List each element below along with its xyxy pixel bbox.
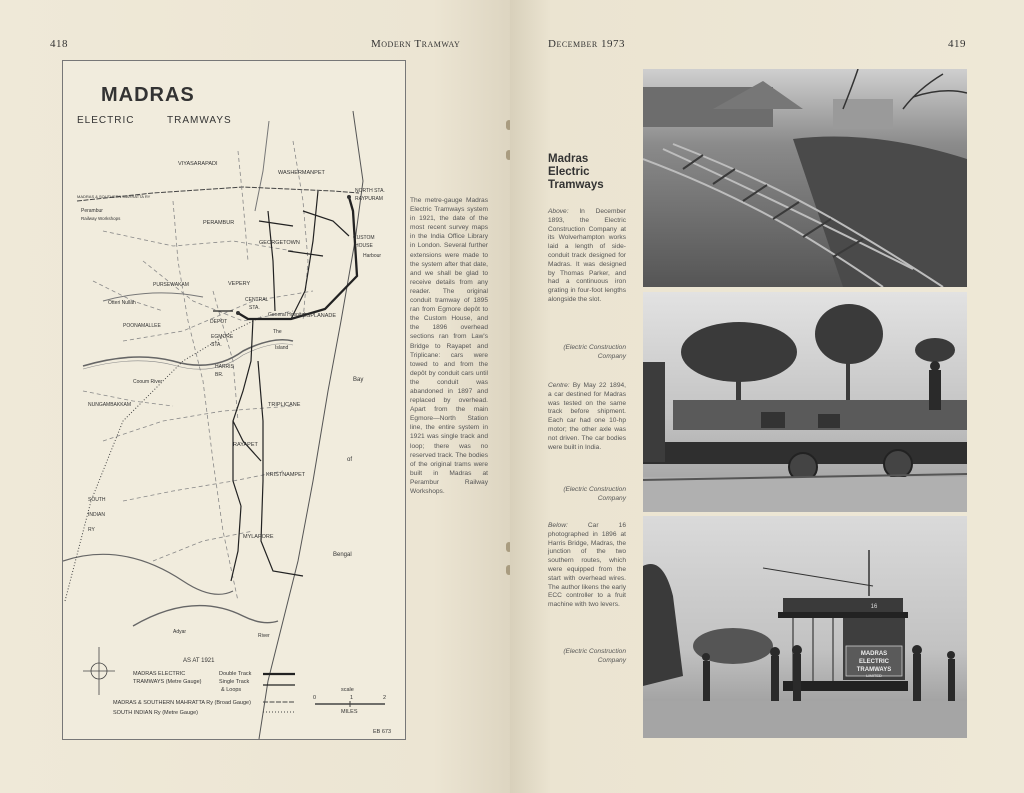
map-place-label: PERAMBUR bbox=[203, 220, 235, 226]
photo-car-16 bbox=[643, 516, 967, 738]
caption-below bbox=[548, 522, 626, 610]
map-place-label: Cooum River bbox=[133, 379, 163, 385]
map-place-label: HOUSE bbox=[355, 243, 373, 249]
map-place-label: General Hospital bbox=[268, 312, 306, 318]
map-place-label: SOUTH bbox=[88, 497, 106, 503]
tramway-map bbox=[62, 60, 406, 740]
map-subtitle-1: ELECTRIC bbox=[77, 115, 135, 126]
map-legend bbox=[83, 647, 391, 735]
caption-below-lead: Below: bbox=[548, 522, 568, 529]
map-place-label: MADRAS & SOUTHERN MAHRATTA RY bbox=[77, 194, 151, 199]
map-description-text: The metre-gauge Madras Electric Tramways system in 1921, the date of the most recent survey maps in the India Office Library in London. Several further extensions were made to the system after that date, and we shall be glad to receive details from any reader. The original conduit tramway of 1895 ran from Egmore depôt to the Custom House, and the 1896 overhead sections ran from Law's Bridge to Rayapet and Triplicane: cars were towed to and from the depôt by conduit cars until the conduit was abandoned in 1897 and replaced by overhead. Apart from the main Egmore—North Station line, the entire system in 1921 was single track and loop; there was no reserved track. The bodies of the original trams were built in Madras at Perambur Railway Workshops. bbox=[410, 197, 488, 495]
tram-sign-line2: ELECTRIC bbox=[859, 659, 889, 665]
caption-centre-lead: Centre: bbox=[548, 382, 570, 389]
caption-above-credit: (Electric Construction Company bbox=[563, 344, 626, 360]
legend-msm-railway: MADRAS & SOUTHERN MAHRATTA Ry (Broad Gauge) bbox=[113, 700, 251, 706]
map-reference: EB 673 bbox=[373, 729, 392, 735]
map-place-label: STA. bbox=[249, 305, 260, 311]
map-place-label: CUSTOM bbox=[353, 235, 375, 241]
tram-roof bbox=[783, 598, 903, 614]
legend-single-track-1: Single Track bbox=[219, 679, 250, 685]
running-head-right: December 1973 bbox=[548, 38, 625, 50]
photo-conduit-track bbox=[643, 69, 967, 287]
caption-below-text: Car 16 photographed in 1896 at Harris Bridge, Madras, the junction of the two southern routes, which were equipped from the start with overhead wires. The author likens the early ECC controller to a fruit machine with two levers. bbox=[548, 522, 626, 609]
map-place-label: POONAMALLEE bbox=[123, 323, 161, 329]
caption-above-text: In December 1893, the Electric Construction Company at its Wolverhampton works laid a length of side-conduit track designed for Madras. It was designed by Thomas Parker, and had a continuous iron grating in four-foot lengths alongside the slot. bbox=[548, 208, 626, 303]
map-place-label: Perambur bbox=[81, 208, 103, 214]
map-place-label: VIYASARAPADI bbox=[178, 161, 218, 167]
map-place-label: WASHERMANPET bbox=[278, 170, 325, 176]
legend-mader-1: MADRAS ELECTRIC bbox=[133, 671, 186, 677]
adyar-river bbox=[133, 606, 278, 626]
map-place-label: NUNGAMBAKKAM bbox=[88, 402, 132, 408]
map-place-label: River bbox=[258, 633, 270, 639]
map-place-label: INDIAN bbox=[88, 512, 105, 518]
roads bbox=[83, 141, 313, 601]
map-place-label: Island bbox=[275, 345, 289, 351]
tram-sign-line4: LIMITED bbox=[866, 673, 882, 678]
map-place-label: ESPLANADE bbox=[303, 313, 337, 319]
coastline bbox=[259, 111, 363, 739]
map-place-label: Harbour bbox=[363, 253, 382, 259]
scale-start: 0 bbox=[313, 695, 317, 701]
scale-mid: 1 bbox=[350, 695, 354, 701]
map-place-label: Adyar bbox=[173, 629, 187, 635]
running-head-left: Modern Tramway bbox=[371, 38, 461, 50]
legend-heading: AS AT 1921 bbox=[183, 658, 215, 664]
map-place-label: The bbox=[273, 329, 282, 335]
scale-end: 2 bbox=[383, 695, 387, 701]
map-place-label: GEORGETOWN bbox=[259, 240, 300, 246]
map-place-label: EGMORE bbox=[211, 334, 234, 340]
tram-sign-line3: TRAMWAYS bbox=[856, 667, 892, 673]
map-place-label: MYLAPORE bbox=[243, 534, 274, 540]
page-number-left: 418 bbox=[50, 38, 68, 50]
caption-centre-credit: (Electric Construction Company bbox=[563, 486, 626, 502]
legend-single-track-2: & Loops bbox=[221, 687, 242, 693]
map-place-label: RY bbox=[88, 527, 95, 533]
map-place-label: of bbox=[347, 457, 353, 463]
photo-test-car bbox=[643, 292, 967, 512]
caption-centre bbox=[548, 382, 626, 452]
left-page bbox=[0, 0, 510, 793]
map-place-label: HARRIS bbox=[215, 364, 234, 370]
map-place-label: VEPERY bbox=[228, 281, 251, 287]
north-station-terminus bbox=[347, 195, 351, 199]
map-place-label: STA. bbox=[211, 342, 222, 348]
legend-si-railway: SOUTH INDIAN Ry (Metre Gauge) bbox=[113, 710, 198, 716]
caption-above bbox=[548, 208, 626, 305]
map-place-label: Bengal bbox=[333, 552, 352, 558]
map-place-label: Railway Workshops bbox=[81, 216, 121, 221]
scale-units: MILES bbox=[341, 709, 358, 715]
caption-above-lead: Above: bbox=[548, 208, 569, 215]
cooum-river bbox=[83, 340, 293, 366]
tram-sign-line1: MADRAS bbox=[860, 651, 888, 657]
map-title: MADRAS bbox=[101, 84, 195, 106]
map-place-label: RAYAPET bbox=[233, 442, 258, 448]
legend-double-track: Double Track bbox=[219, 671, 252, 677]
caption-centre-text: By May 22 1894, a car destined for Madras was tested on the same track before shipment. Each car had one 10-hp motor; the other axle was not driven. The car bodies were built in India. bbox=[548, 382, 626, 451]
river-branch bbox=[63, 554, 233, 594]
tram-fleet-number: 16 bbox=[870, 604, 878, 610]
map-place-label: KRISTNAMPET bbox=[266, 472, 306, 478]
map-place-label: Bay bbox=[353, 377, 364, 383]
caption-below-credit: (Electric Construction Company bbox=[563, 648, 626, 664]
section-title: Madras Electric Tramways bbox=[548, 153, 604, 191]
egmore-depot-marker bbox=[236, 311, 240, 315]
map-place-label: NORTH STA. bbox=[355, 188, 385, 194]
map-svg bbox=[63, 61, 405, 739]
map-place-label: PURSEWAKAM bbox=[153, 282, 189, 288]
map-subtitle-2: TRAMWAYS bbox=[167, 115, 232, 126]
page-number-right: 419 bbox=[948, 38, 966, 50]
map-place-label: Otteri Nullah bbox=[108, 300, 136, 306]
map-place-label: TRIPLICANE bbox=[268, 402, 301, 408]
scale-label: scale bbox=[341, 687, 354, 693]
map-place-label: BR. bbox=[215, 372, 224, 378]
map-place-label: RAYPURAM bbox=[355, 196, 383, 202]
map-place-label: DEPOT bbox=[210, 319, 228, 325]
legend-mader-2: TRAMWAYS (Metre Gauge) bbox=[133, 679, 202, 685]
map-place-label: CENTRAL bbox=[245, 297, 269, 303]
